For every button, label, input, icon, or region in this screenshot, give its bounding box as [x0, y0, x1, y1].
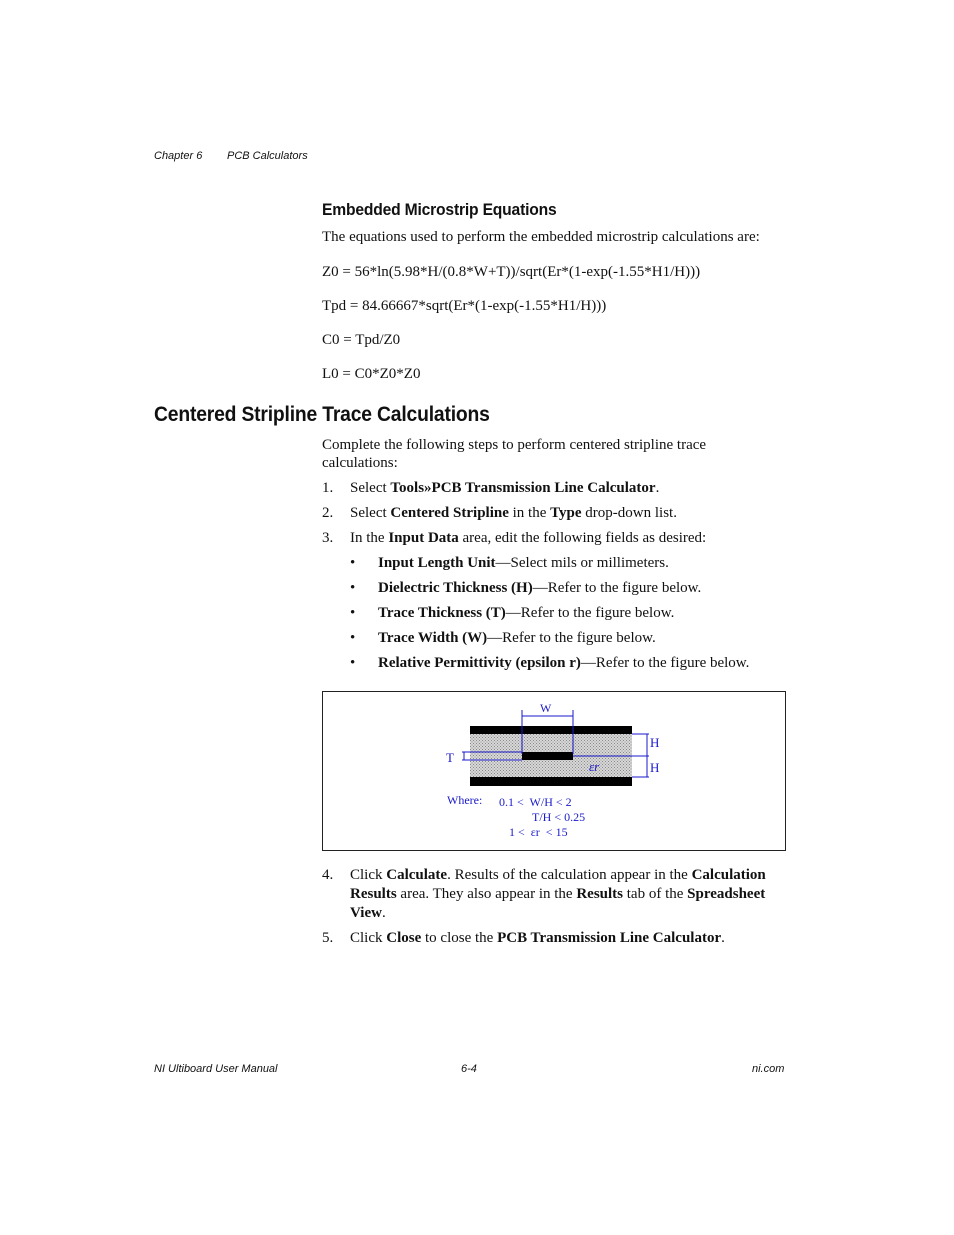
step-text: . [655, 480, 660, 496]
calculation-results-ref: Results [350, 886, 397, 902]
field-name: Input Length Unit [378, 555, 496, 571]
step-number: 3. [322, 530, 334, 546]
label-h-bottom: H [650, 760, 660, 775]
running-header-chapter: Chapter 6 [154, 150, 203, 162]
results-tab-ref: Results [576, 886, 623, 902]
step-text: . Results of the calculation appear in the [447, 867, 692, 883]
menu-path: Tools»PCB Transmission Line Calculator [390, 480, 656, 496]
step-5 [322, 929, 792, 949]
spreadsheet-view-ref: View [350, 905, 382, 921]
step-text: Select [350, 480, 391, 496]
label-epsilon-r: εr [589, 759, 600, 774]
center-trace [522, 752, 573, 760]
step-number: 4. [322, 867, 334, 883]
stripline-intro: Complete the following steps to perform centered stripline trace calculations: [322, 437, 707, 471]
step-3 [322, 529, 792, 549]
field-name: Trace Thickness (T) [378, 605, 506, 621]
step-text: area. They also appear in the [396, 886, 577, 902]
equation-tpd: Tpd = 84.66667*sqrt(Er*(1-exp(-1.55*H1/H))) [322, 298, 607, 314]
condition-t-h: T/H < 0.25 [532, 810, 586, 824]
footer-website: ni.com [752, 1063, 785, 1075]
equation-z0: Z0 = 56*ln(5.98*H/(0.8*W+T))/sqrt(Er*(1-exp(-1.55*H1/H))) [322, 264, 701, 280]
label-w: W [540, 701, 552, 715]
step-text: . [381, 905, 386, 921]
step-text: tab of the [623, 886, 688, 902]
step-text: in the [508, 505, 551, 521]
bullet-item [350, 554, 790, 574]
field-description: —Refer to the figure below. [505, 605, 675, 621]
spreadsheet-view-ref: Spreadsheet [687, 886, 766, 902]
label-where: Where: [447, 793, 483, 807]
stripline-heading: Centered Stripline Trace Calculations [154, 403, 490, 426]
footer-manual-title: NI Ultiboard User Manual [154, 1063, 278, 1075]
footer-page-number: 6-4 [461, 1063, 477, 1075]
stripline-figure [322, 691, 786, 851]
field-description: —Refer to the figure below. [532, 580, 702, 596]
bullet-item [350, 654, 790, 674]
embedded-microstrip-heading: Embedded Microstrip Equations [322, 200, 557, 219]
calculation-results-ref: Calculation [691, 867, 766, 883]
bullet-mark: • [350, 630, 356, 646]
step-text: . [721, 930, 725, 946]
step-text: Click [350, 867, 387, 883]
bullet-mark: • [350, 655, 356, 671]
close-button-ref: Close [386, 930, 422, 946]
embedded-intro: The equations used to perform the embedded microstrip calculations are: [322, 229, 760, 245]
bullet-mark: • [350, 555, 356, 571]
step-number: 5. [322, 930, 334, 946]
condition-w-h: 0.1 < W/H < 2 [499, 795, 572, 809]
equation-c0: C0 = Tpd/Z0 [322, 332, 401, 348]
step-text: area, edit the following fields as desired: [458, 530, 707, 546]
field-description: —Refer to the figure below. [487, 630, 656, 646]
step-number: 1. [322, 480, 334, 496]
running-header-section: PCB Calculators [227, 150, 308, 162]
step-text: to close the [421, 930, 498, 946]
top-ground-plane [470, 726, 632, 734]
type-field: Type [550, 505, 582, 521]
step-text: drop-down list. [581, 505, 677, 521]
calculator-ref: PCB Transmission Line Calculator [497, 930, 722, 946]
calculate-button-ref: Calculate [386, 867, 448, 883]
step-4 [322, 866, 792, 926]
equation-l0: L0 = C0*Z0*Z0 [322, 366, 421, 382]
step-text: Select [350, 505, 391, 521]
bullet-item [350, 629, 790, 649]
step-2 [322, 504, 792, 524]
step-number: 2. [322, 505, 334, 521]
field-name: Relative Permittivity (epsilon r) [378, 655, 581, 671]
step-text: In the [350, 530, 389, 546]
bullet-item [350, 579, 790, 599]
field-description: —Select mils or millimeters. [495, 555, 669, 571]
field-name: Dielectric Thickness (H) [378, 580, 533, 596]
step-text: Click [350, 930, 387, 946]
input-data-area: Input Data [388, 530, 459, 546]
bullet-mark: • [350, 605, 356, 621]
bullet-item [350, 604, 790, 624]
step-1 [322, 479, 792, 499]
label-h-top: H [650, 735, 660, 750]
bullet-mark: • [350, 580, 356, 596]
label-t: T [446, 750, 454, 765]
bottom-ground-plane [470, 777, 632, 786]
field-name: Trace Width (W) [378, 630, 488, 646]
field-description: —Refer to the figure below. [580, 655, 750, 671]
type-option: Centered Stripline [390, 505, 509, 521]
condition-epsilon: 1 < εr < 15 [509, 825, 568, 839]
